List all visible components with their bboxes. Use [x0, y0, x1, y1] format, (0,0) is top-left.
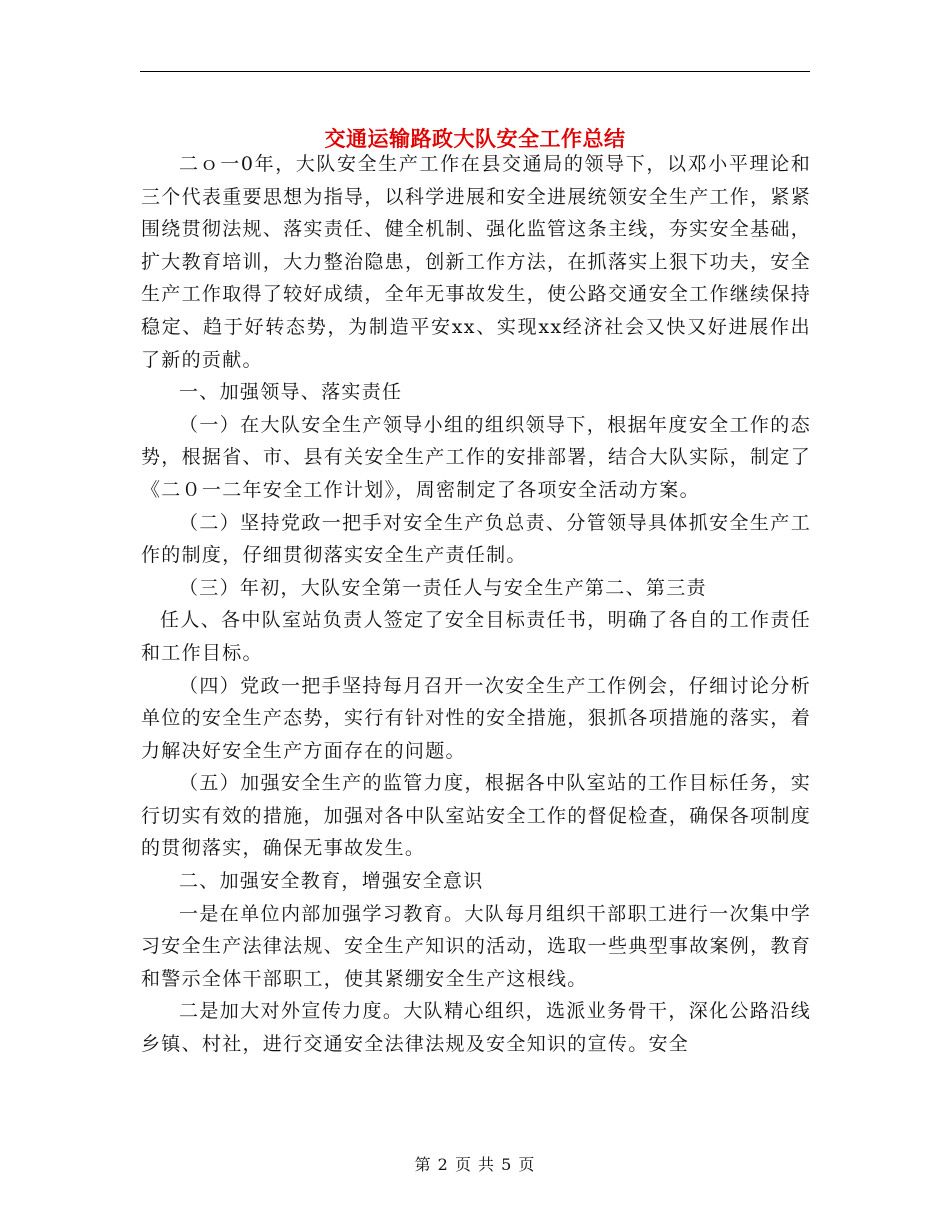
page-number-footer: 第 2 页 共 5 页: [414, 1155, 536, 1174]
body-paragraph: 二是加大对外宣传力度。大队精心组织，选派业务骨干，深化公路沿线乡镇、村社，进行交通安全法律法规及安全知识的宣传。安全: [141, 1000, 811, 1056]
body-paragraph: （二）坚持党政一把手对安全生产负总责、分管领导具体抓安全生产工作的制度，仔细贯彻落实安全生产责任制。: [141, 511, 811, 567]
body-paragraph: 一、加强领导、落实责任: [179, 381, 403, 404]
body-paragraph: （一）在大队安全生产领导小组的组织领导下，根据年度安全工作的态势，根据省、市、县有关安全生产工作的安排部署，结合大队实际，制定了《二０一二年安全工作计划》，周密制定了各项安全活动方案。: [141, 413, 811, 501]
header-rule: [140, 71, 810, 72]
document-body: [141, 148, 811, 1061]
body-paragraph: 二、加强安全教育，增强安全意识: [179, 870, 484, 893]
body-paragraph: （四）党政一把手坚持每月召开一次安全生产工作例会，仔细讨论分析单位的安全生产态势，实行有针对性的安全措施，狠抓各项措施的落实，着力解决好安全生产方面存在的问题。: [141, 674, 811, 762]
body-paragraph: 任人、各中队室站负责人签定了安全目标责任书，明确了各自的工作责任和工作目标。: [141, 609, 811, 664]
document-title: 交通运输路政大队安全工作总结: [324, 126, 626, 152]
body-paragraph: （五）加强安全生产的监管力度，根据各中队室站的工作目标任务，实行切实有效的措施，加强对各中队室站安全工作的督促检查，确保各项制度的贯彻落实，确保无事故发生。: [141, 772, 811, 860]
body-paragraph: （三）年初，大队安全第一责任人与安全生产第二、第三责: [179, 576, 707, 599]
body-paragraph: 一是在单位内部加强学习教育。大队每月组织干部职工进行一次集中学习安全生产法律法规、安全生产知识的活动，选取一些典型事故案例，教育和警示全体干部职工，使其紧绷安全生产这根线。: [141, 902, 811, 990]
body-paragraph: 二ｏ一0年，大队安全生产工作在县交通局的领导下，以邓小平理论和三个代表重要思想为指导，以科学进展和安全进展统领安全生产工作，紧紧围绕贯彻法规、落实责任、健全机制、强化监管这条主线，夯实安全基础，扩大教育培训，大力整治隐患，创新工作方法，在抓落实上狠下功夫，安全生产工作取得了较好成绩，全年无事故发生，使公路交通安全工作继续保持稳定、趋于好转态势，为制造平安xx、实现xx经济社会又快又好进展作出了新的贡献。: [141, 153, 811, 371]
